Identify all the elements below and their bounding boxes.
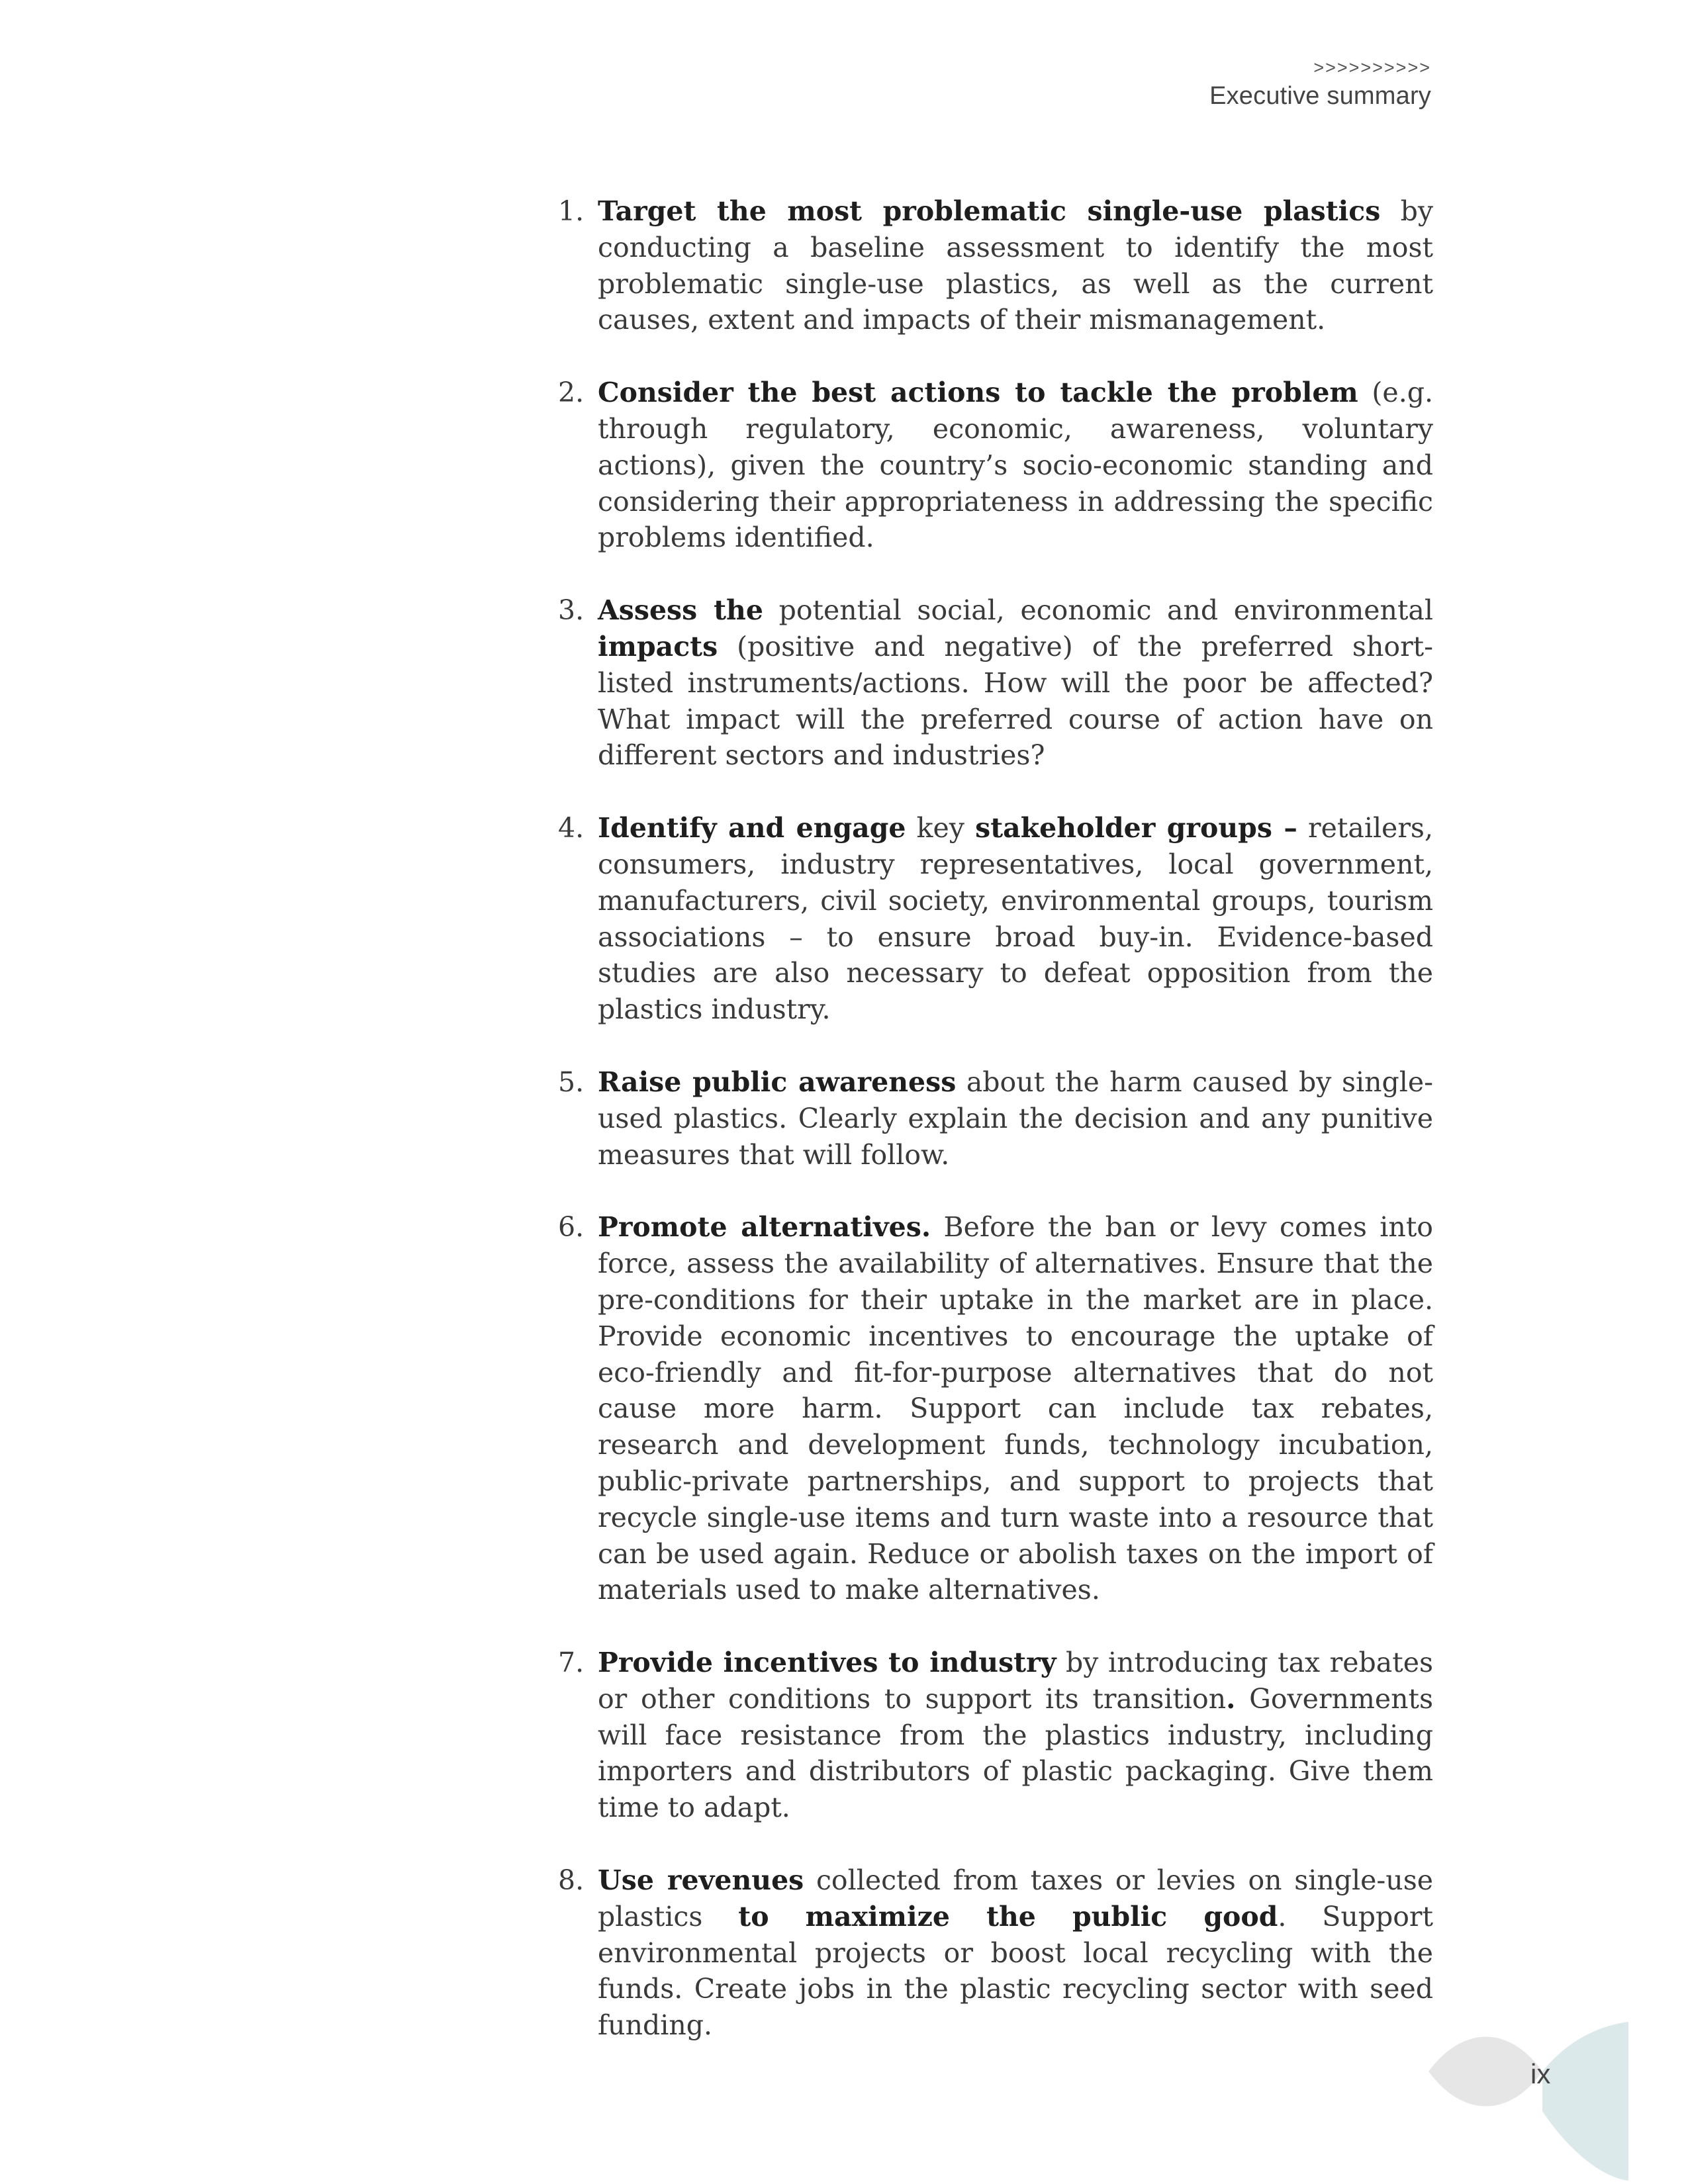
text-phrase: (positive and negative) of the preferred short-listed instruments/actions. How will the poor be affected? What impact will the preferred course of action have on different sectors and industries?	[598, 630, 1433, 772]
bold-phrase: to maximize the public good	[738, 1900, 1278, 1933]
item-number: 3.	[558, 594, 585, 627]
list-item	[558, 375, 1433, 556]
item-number: 4.	[558, 812, 585, 844]
item-text	[598, 377, 1433, 553]
bold-phrase: Provide incentives to industry	[598, 1647, 1056, 1679]
list-item	[558, 592, 1433, 774]
text-phrase: (e.g. through regulatory, economic, awareness, voluntary actions), given the country’s socio-economic standing and considering their appropriateness in addressing the specific problems identified.	[598, 377, 1433, 554]
list-item	[558, 1064, 1433, 1173]
bold-phrase: .	[1226, 1682, 1236, 1715]
bold-phrase: Raise public awareness	[598, 1066, 957, 1098]
item-text	[598, 1066, 1433, 1171]
item-text	[598, 1211, 1433, 1606]
bold-phrase: stakeholder groups –	[975, 812, 1297, 844]
page-header	[1209, 56, 1431, 113]
item-text	[598, 812, 1433, 1025]
list-item	[558, 1862, 1434, 2044]
list-item	[558, 1209, 1433, 1608]
text-phrase: Governments will face resistance from the plastics industry, including importers and distributors of plastic packaging. Give them time to adapt.	[598, 1682, 1434, 1824]
item-text	[598, 1647, 1433, 1823]
item-number: 6.	[558, 1211, 585, 1244]
text-phrase: . Support environmental projects or boost local recycling with the funds. Create jobs in the plastic recycling sector with seed funding.	[598, 1900, 1434, 2042]
bold-phrase: impacts	[598, 630, 718, 662]
text-phrase: collected from taxes or levies on single-use plastics	[598, 1864, 1433, 1933]
text-phrase: potential social, economic and environmental	[763, 594, 1433, 627]
header-arrows: >>>>>>>>>>	[1313, 58, 1431, 77]
recommendations-list	[558, 193, 1434, 2080]
list-item	[558, 810, 1433, 1028]
bold-phrase: Target the most problematic single-use plastics	[598, 195, 1381, 227]
text-phrase: by conducting a baseline assessment to identify the most problematic single-use plastics, as well as the current causes, extent and impacts of their mismanagement.	[598, 195, 1433, 336]
item-number: 8.	[558, 1864, 585, 1897]
item-number: 7.	[558, 1647, 585, 1679]
page-number: ix	[1530, 2058, 1551, 2089]
bold-phrase: Consider the best actions to tackle the problem	[598, 377, 1358, 409]
bold-phrase: Promote alternatives.	[598, 1211, 931, 1244]
list-item	[558, 193, 1433, 338]
teal-leaf-shape	[1542, 2022, 1628, 2181]
item-number: 1.	[558, 195, 585, 227]
item-number: 2.	[558, 377, 585, 409]
text-phrase: key	[906, 812, 976, 844]
item-number: 5.	[558, 1066, 585, 1098]
item-text	[598, 195, 1433, 336]
item-text	[598, 594, 1433, 771]
text-phrase: about the harm caused by single-used plastics. Clearly explain the decision and any punitive measures that will follow.	[598, 1066, 1433, 1171]
bold-phrase: Use revenues	[598, 1864, 804, 1897]
list-item	[558, 1645, 1434, 1826]
text-phrase: retailers, consumers, industry representatives, local government, manufacturers, civil society, environmental groups, tourism associations – to ensure broad buy-in. Evidence-based studies are also necessary to defeat opposition from the plastics industry.	[598, 812, 1433, 1026]
text-phrase: by introducing tax rebates or other conditions to support its transition	[598, 1647, 1434, 1715]
gray-leaf-shape	[1429, 2037, 1542, 2107]
bold-phrase: Identify and engage	[598, 812, 906, 844]
text-phrase: Before the ban or levy comes into force, assess the availability of alternatives. Ensure that the pre-conditions for their uptake in the market are in place. Provide economic incentives to encourage the uptake of eco-friendly and fit-for-purpose alternatives that do not cause more harm. Support can include tax rebates, research and development funds, technology incubation, public-private partnerships, and support to projects that recycle single-use items and turn waste into a resource that can be used again. Reduce or abolish taxes on the import of materials used to make alternatives.	[598, 1211, 1433, 1606]
bold-phrase: Assess the	[598, 594, 763, 627]
item-text	[598, 1864, 1433, 2041]
header-section-title: Executive summary	[1209, 82, 1431, 110]
